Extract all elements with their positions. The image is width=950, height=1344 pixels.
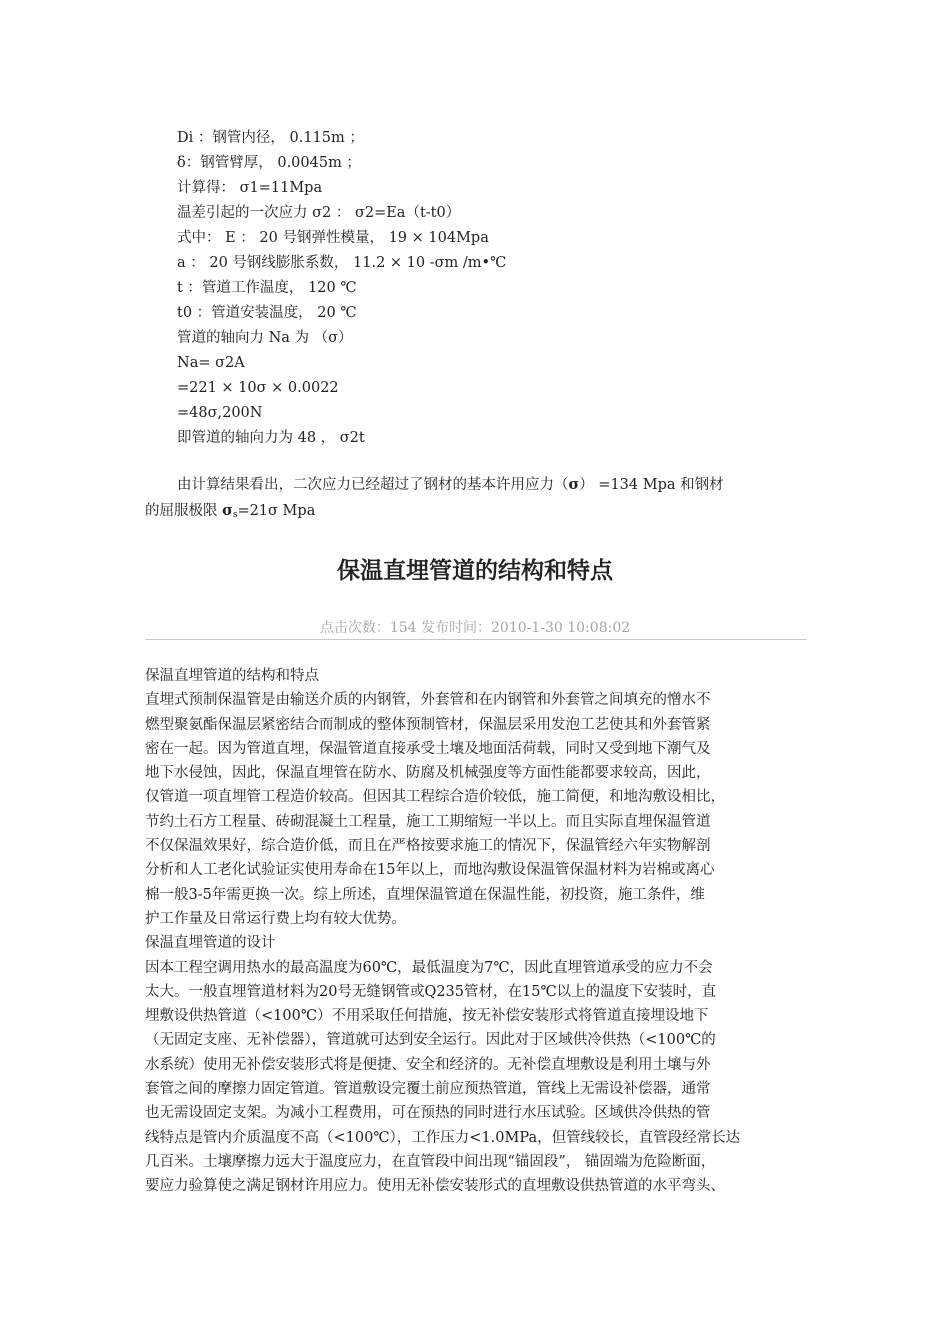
body-line: 节约土石方工程量、砖砌混凝土工程量，施工工期缩短一半以上。而且实际直埋保温管道 bbox=[145, 813, 711, 830]
article-title: 保温直埋管道的结构和特点 bbox=[337, 558, 613, 584]
calc-line: Di ：钢管内径， 0.115m ； bbox=[177, 130, 364, 146]
calc-line: 式中： E ： 20 号钢弹性模量， 19 × 104Mpa bbox=[177, 230, 489, 246]
result-text: ） =134 Mpa 和钢材 bbox=[579, 477, 724, 493]
body-line: 密在一起。因为管道直埋，保温管道直接承受土壤及地面活荷载，同时又受到地下潮气及 bbox=[145, 740, 711, 757]
article-body bbox=[145, 664, 813, 1199]
calc-line: =221 × 10σ × 0.0022 bbox=[177, 380, 339, 396]
body-line: 直埋式预制保温管是由输送介质的内钢管，外套管和在内钢管和外套管之间填充的憎水不 bbox=[145, 692, 711, 709]
calculation-block bbox=[177, 126, 877, 451]
body-line: 也无需设固定支架。为减小工程费用，可在预热的同时进行水压试验。区域供冷供热的管 bbox=[145, 1105, 711, 1122]
body-line: 护工作量及日常运行费上均有较大优势。 bbox=[145, 910, 406, 927]
body-line: 套管之间的摩擦力固定管道。管道敷设完覆土前应预热管道，管线上无需设补偿器，通常 bbox=[145, 1081, 711, 1098]
body-line: 保温直埋管道的设计 bbox=[145, 935, 276, 952]
body-line: 棉一般3-5年需更换一次。综上所述，直埋保温管道在保温性能，初投资，施工条件，维 bbox=[145, 886, 705, 903]
calc-line: a ： 20 号钢线膨胀系数， 11.2 × 10 -σm /m•℃ bbox=[177, 255, 507, 271]
body-line: 水系统）使用无补偿安装形式将是便捷、安全和经济的。无补偿直埋敷设是利用土壤与外 bbox=[145, 1056, 711, 1073]
result-text: 由计算结果看出，二次应力已经超过了钢材的基本许用应力（ bbox=[177, 477, 569, 493]
divider bbox=[145, 639, 807, 640]
body-line: 不仅保温效果好，综合造价低，而且在严格按要求施工的情况下，保温管经六年实物解剖 bbox=[145, 838, 711, 855]
body-line: 线特点是管内介质温度不高（<100℃），工作压力<1.0MPa，但管线较长，直管段经常长达 bbox=[145, 1129, 741, 1146]
calc-line: t ：管道工作温度， 120 ℃ bbox=[177, 280, 357, 296]
body-line: 分析和人工老化试验证实使用寿命在15年以上，而地沟敷设保温管保温材料为岩棉或离心 bbox=[145, 862, 715, 879]
calc-line: Na= σ2A bbox=[177, 355, 245, 371]
body-line: 因本工程空调用热水的最高温度为60℃，最低温度为7℃，因此直埋管道承受的应力不会 bbox=[145, 959, 713, 976]
calc-line: 管道的轴向力 Na 为 （σ） bbox=[177, 330, 353, 346]
calc-line: 温差引起的一次应力 σ2 ： σ2=Ea（t-t0） bbox=[177, 205, 461, 221]
result-line-2 bbox=[145, 498, 810, 528]
article-meta: 点击次数：154 发布时间：2010-1-30 10:08:02 bbox=[319, 620, 631, 636]
result-text: 的屈服极限 bbox=[145, 503, 223, 519]
subscript-s: s bbox=[232, 510, 238, 520]
body-line: （无固定支座、无补偿器），管道就可达到安全运行。因此对于区域供冷供热（<100℃的 bbox=[145, 1032, 716, 1049]
calc-line: t0 ：管道安装温度， 20 ℃ bbox=[177, 305, 357, 321]
body-line: 埋敷设供热管道（<100℃）不用采取任何措施，按无补偿安装形式将管道直接埋设地下 bbox=[145, 1008, 709, 1025]
body-line: 太大。一般直埋管道材料为20号无缝钢管或Q235管材，在15℃以上的温度下安装时，直 bbox=[145, 983, 717, 1000]
result-text: =21σ Mpa bbox=[237, 503, 316, 519]
sigma-symbol: σ bbox=[222, 502, 233, 519]
body-line: 仅管道一项直埋管工程造价较高。但因其工程综合造价较低，施工简便，和地沟敷设相比， bbox=[145, 789, 725, 806]
body-line: 燃型聚氨酯保温层紧密结合而制成的整体预制管材，保温层采用发泡工艺使其和外套管紧 bbox=[145, 716, 711, 733]
result-line-1 bbox=[145, 472, 810, 498]
calc-line: 计算得： σ1=11Mpa bbox=[177, 180, 323, 196]
calc-line: δ：钢管臂厚， 0.0045m ； bbox=[177, 155, 361, 171]
body-line: 地下水侵蚀，因此，保温直埋管在防水、防腐及机械强度等方面性能都要求较高，因此， bbox=[145, 765, 711, 782]
body-line: 几百米。土壤摩擦力远大于温度应力，在直管段中间出现“锚固段”， 锚固端为危险断面， bbox=[145, 1153, 716, 1170]
body-line: 保温直埋管道的结构和特点 bbox=[145, 668, 319, 684]
result-paragraph bbox=[145, 472, 810, 528]
calc-line: 即管道的轴向力为 48 ， σ2t bbox=[177, 430, 365, 446]
calc-line: =48σ,200N bbox=[177, 405, 263, 421]
body-line: 要应力验算使之满足钢材许用应力。使用无补偿安装形式的直埋敷设供热管道的水平弯头、 bbox=[145, 1178, 725, 1195]
sigma-symbol: σ bbox=[568, 476, 580, 493]
